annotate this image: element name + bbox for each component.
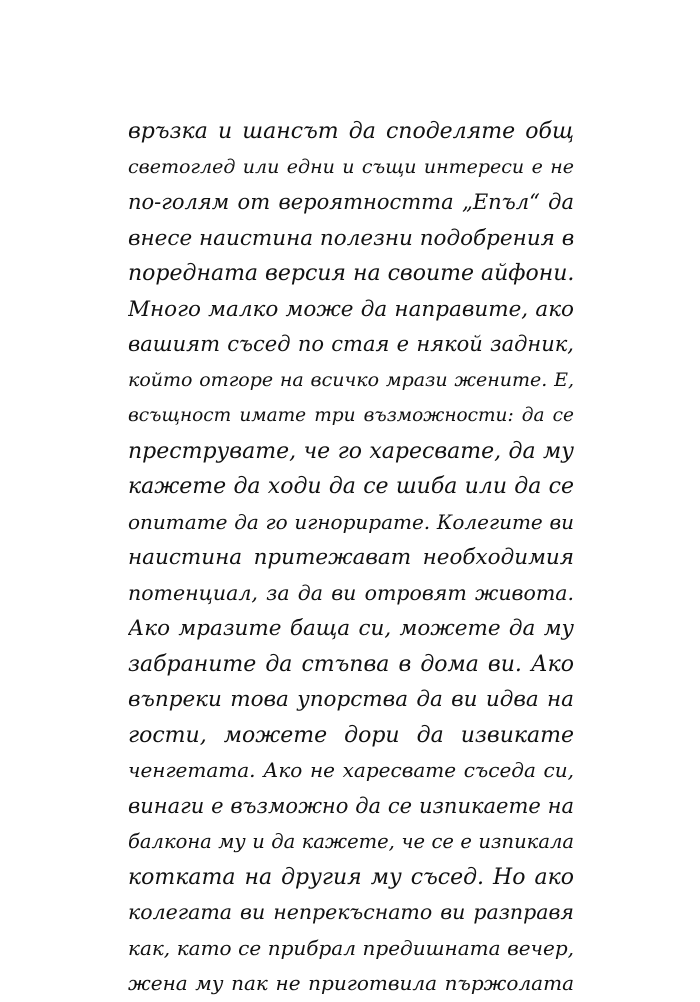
text-line: Ако мразите баща си, можете да му bbox=[128, 616, 574, 641]
text-line: поредната версия на своите айфони. bbox=[128, 261, 574, 286]
text-line: преструвате, че го харесвате, да му bbox=[128, 438, 574, 464]
text-line: опитате да го игнорирате. Колегите ви bbox=[128, 509, 574, 534]
text-line: по-голям от вероятността „Епъл“ да bbox=[128, 190, 574, 214]
text-line: връзка и шансът да споделяте общ bbox=[128, 119, 574, 144]
text-line: как, като се прибрал предишната вечер, bbox=[128, 935, 574, 960]
text-line: кажете да ходи да се шиба или да се bbox=[128, 474, 574, 499]
text-line: потенциал, за да ви отровят живота. bbox=[128, 580, 574, 605]
text-line: балкона му и да кажете, че се е изпикала bbox=[128, 830, 574, 853]
text-line: жена му пак не приготвила пържолата bbox=[128, 971, 574, 995]
text-line: ченгетата. Ако не харесвате съседа си, bbox=[128, 758, 574, 782]
text-line: светоглед или едни и същи интереси е не bbox=[128, 155, 574, 178]
text-line: забраните да стъпва в дома ви. Ако bbox=[128, 651, 574, 677]
text-line: внесе наистина полезни подобрения в bbox=[128, 225, 574, 251]
text-line: котката на другия му съсед. Но ако bbox=[128, 864, 574, 890]
text-line: гости, можете дори да извикате bbox=[128, 722, 574, 748]
text-line: винаги е възможно да се изпикаете на bbox=[128, 793, 574, 818]
text-line: който отгоре на всичко мрази жените. Е, bbox=[128, 368, 574, 391]
text-line: въпреки това упорства да ви идва на bbox=[128, 687, 574, 712]
text-line: наистина притежават необходимия bbox=[128, 545, 574, 570]
text-line: вашият съсед по стая е някой задник, bbox=[128, 332, 574, 356]
text-line: колегата ви непрекъснато ви разправя bbox=[128, 900, 574, 924]
body-text bbox=[128, 114, 574, 1002]
text-line: всъщност имате три възможности: да се bbox=[128, 405, 574, 426]
text-line: Много малко може да направите, ако bbox=[128, 296, 574, 322]
